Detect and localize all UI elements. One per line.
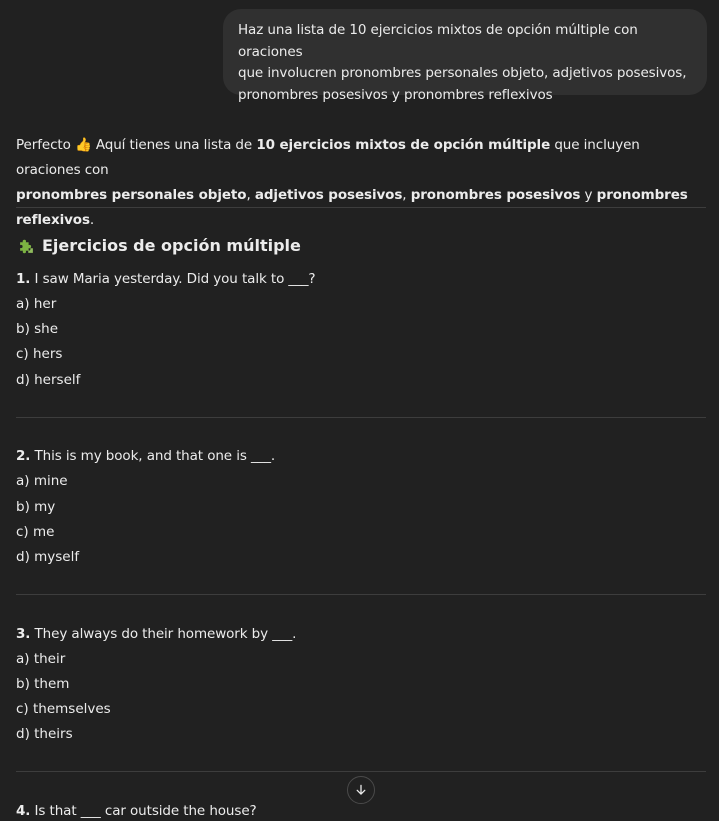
question-text: I saw Maria yesterday. Did you talk to ___? [30,271,316,287]
user-message-line: pronombres posesivos y pronombres reflexivos [238,86,553,103]
question-number: 4. [16,803,31,819]
intro-text: , [246,187,255,203]
question-text: This is my book, and that one is ___. [30,448,276,464]
intro-line-2 [16,183,706,233]
intro-text: que incluyen oraciones con [16,137,640,178]
thumbs-up-icon: 👍 [74,137,92,153]
puzzle-icon [18,238,35,255]
option: d) herself [16,372,81,388]
option: a) their [16,651,66,667]
option: b) my [16,499,56,515]
option: b) she [16,321,59,337]
section-heading [18,235,301,257]
question-4 [16,801,257,821]
option: d) theirs [16,726,73,742]
option: b) them [16,676,70,692]
intro-line-1 [16,133,706,183]
question-text: They always do their homework by ___. [30,626,297,642]
intro-text: y [580,187,597,203]
user-message-bubble [223,9,707,103]
section-title: Ejercicios de opción múltiple [42,236,301,255]
intro-bold: pronombres reflexivos [16,187,688,228]
option: c) themselves [16,701,111,717]
option: a) her [16,296,57,312]
question-text: Is that ___ car outside the house? [30,803,257,819]
intro-text: . [89,212,95,228]
user-message-line: que involucren pronombres personales objeto, adjetivos posesivos, [238,65,687,81]
divider [16,771,706,772]
intro-bold: 10 ejercicios mixtos de opción múltiple [256,137,551,153]
intro-text: Perfecto [16,137,71,153]
divider [16,207,706,208]
arrow-down-icon [354,783,368,797]
option: a) mine [16,473,68,489]
question-1 [16,269,315,289]
question-number: 3. [16,626,31,642]
intro-bold: pronombres personales objeto [16,187,247,203]
user-message-line: Haz una lista de 10 ejercicios mixtos de opción múltiple con oraciones [238,22,638,60]
intro-text: , [402,187,411,203]
question-2 [16,446,275,466]
option: c) me [16,524,55,540]
divider [16,594,706,595]
intro-bold: adjetivos posesivos [254,187,403,203]
question-3 [16,624,296,644]
scroll-to-bottom-button[interactable] [347,776,375,804]
intro-bold: pronombres posesivos [410,187,581,203]
divider [16,417,706,418]
question-number: 1. [16,271,31,287]
option: d) myself [16,549,80,565]
question-number: 2. [16,448,31,464]
intro-text: Aquí tienes una lista de [91,137,257,153]
option: c) hers [16,346,63,362]
assistant-intro [16,133,706,233]
